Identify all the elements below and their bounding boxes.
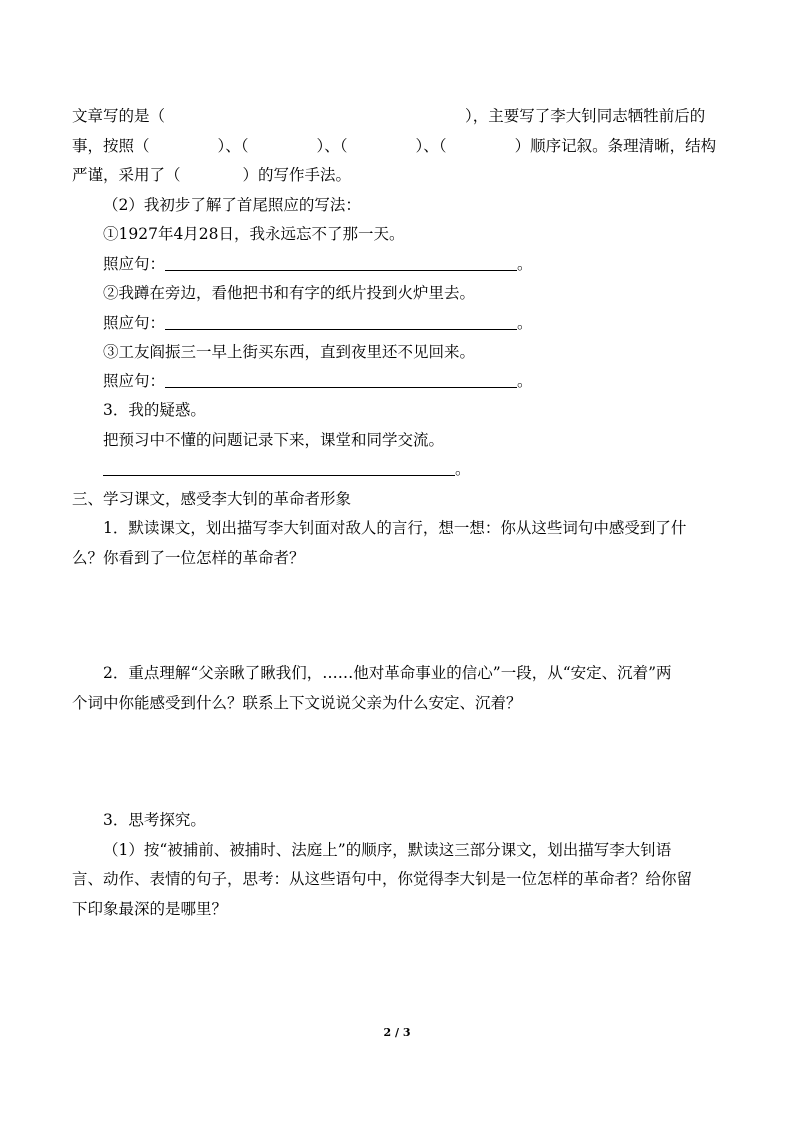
- q3-instruction: 把预习中不懂的问题记录下来，课堂和同学交流。: [103, 431, 445, 449]
- q3-heading: 3．我的疑惑。: [103, 401, 206, 419]
- section-3-p3-line-3: 下印象最深的是哪里？: [72, 900, 228, 918]
- answer-label: 照应句：: [103, 255, 166, 273]
- intro-line-2-sep-3: ）、（: [415, 137, 447, 155]
- intro-line-2-sep-1: ）、（: [217, 137, 249, 155]
- answer-period: 。: [517, 314, 533, 332]
- intro-line-2: [72, 136, 716, 156]
- answer-period: 。: [455, 460, 471, 478]
- intro-line-1: [72, 106, 705, 126]
- q3-answer: [103, 459, 471, 479]
- answer-period: 。: [517, 255, 533, 273]
- section-3-p3-heading: 3．思考探究。: [103, 811, 206, 829]
- intro-line-1-end: ），主要写了李大钊同志牺牲前后的: [465, 107, 706, 125]
- answer-line-1[interactable]: [165, 254, 517, 271]
- section-3-p2-line-2: 个词中你能感受到什么？联系上下文说说父亲为什么安定、沉着？: [72, 694, 522, 712]
- section-3-heading: 三、学习课文，感受李大钊的革命者形象: [72, 490, 352, 508]
- intro-line-2-end: ）顺序记叙。条理清晰，结构: [514, 137, 717, 155]
- q2-answer-1: [103, 254, 533, 274]
- answer-period: 。: [517, 372, 533, 390]
- q2-heading: （2）我初步了解了首尾照应的写法：: [103, 196, 361, 214]
- section-3-p3-line-1: （1）按“被捕前、被捕时、法庭上”的顺序，默读这三部分课文，划出描写李大钊语: [103, 841, 672, 859]
- answer-line-3[interactable]: [165, 371, 517, 388]
- section-3-p1-line-2: 么？你看到了一位怎样的革命者？: [72, 549, 305, 567]
- q2-answer-3: [103, 371, 533, 391]
- section-3-p3-line-2: 言、动作、表情的句子，思考：从这些语句中，你觉得李大钊是一位怎样的革命者？给你留: [72, 870, 693, 888]
- intro-line-3-start: 严谨，采用了（: [72, 166, 181, 184]
- intro-line-3: [72, 165, 351, 185]
- intro-line-3-end: ）的写作手法。: [242, 166, 352, 184]
- answer-label: 照应句：: [103, 314, 166, 332]
- intro-line-1-start: 文章写的是（: [72, 107, 166, 125]
- q2-item-3: ③工友阎振三一早上街买东西，直到夜里还不见回来。: [103, 343, 476, 361]
- answer-line-2[interactable]: [165, 313, 517, 330]
- q2-answer-2: [103, 313, 533, 333]
- answer-label: 照应句：: [103, 372, 166, 390]
- intro-line-2-start: 事，按照（: [72, 137, 150, 155]
- section-3-p1-line-1: 1．默读课文，划出描写李大钊面对敌人的言行，想一想：你从这些词句中感受到了什: [103, 519, 687, 537]
- q2-item-2: ②我蹲在旁边，看他把书和有字的纸片投到火炉里去。: [103, 284, 476, 302]
- answer-line-doubts[interactable]: [103, 459, 455, 476]
- page-number: 2 / 3: [383, 1026, 411, 1039]
- q2-item-1: ①1927年4月28日，我永远忘不了那一天。: [103, 225, 405, 243]
- intro-line-2-sep-2: ）、（: [316, 137, 348, 155]
- section-3-p2-line-1: 2．重点理解“父亲瞅了瞅我们，……他对革命事业的信心”一段，从“安定、沉着”两: [103, 664, 672, 682]
